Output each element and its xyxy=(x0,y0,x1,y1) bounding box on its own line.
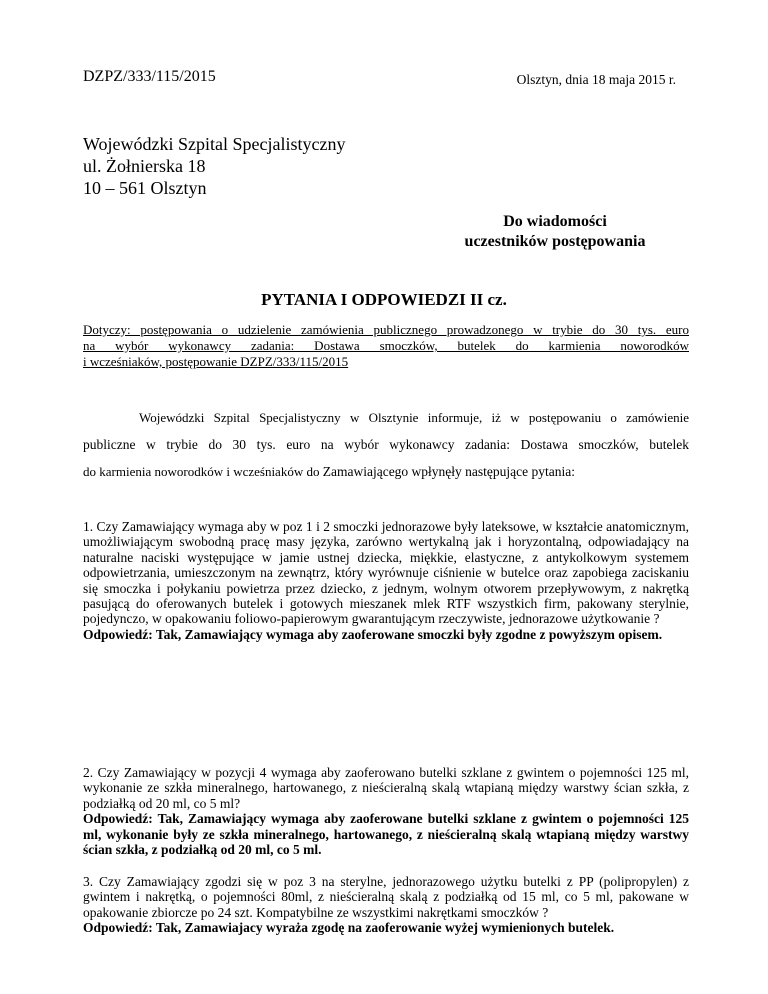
question-1-text: 1. Czy Zamawiający wymaga aby w poz 1 i 2 smoczki jednorazowe były lateksowe, w kształcie anatomicznym, umożliwiającym swobodną pracę masy języka, zarówno wertykalną jak i horyzontalną, odpowiadający na naturalne naciski występujące w jamie ustnej dziecka, miękkie, elastyczne, z antykolkowym systemem odpowietrzania, umieszczonym na zewnątrz, który wyrównuje ciśnienie w butelce oraz zapobiega zaciskaniu się smoczka i połykaniu powietrza przez dziecko, z jednym, wolnym otworem przepływowym, z nakrętką pasującą do oferowanych butelek i gotowych mieszanek mlek RTF wszystkich firm, pakowany sterylnie, pojedynczo, w opakowaniu foliowo-papierowym gwarantującym rzeczywiste, jednorazowe użytkowanie ? xyxy=(83,519,689,627)
intro-line-3b: Zamawiającego wpłynęły następujące pytania: xyxy=(322,464,576,479)
subject-line-3: i wcześniaków, postępowanie DZPZ/333/115/2015 xyxy=(83,354,349,369)
answer-1-text: Odpowiedź: Tak, Zamawiający wymaga aby zaoferowane smoczki były zgodne z powyższym opisem. xyxy=(83,626,663,642)
question-1-block xyxy=(83,519,689,642)
addressee-name: Wojewódzki Szpital Specjalistyczny xyxy=(83,134,346,154)
document-title: PYTANIA I ODPOWIEDZI II cz. xyxy=(261,290,507,309)
answer-3-text: Odpowiedź: Tak, Zamawiajacy wyraża zgodę na zaoferowanie wyżej wymienionych butelek. xyxy=(83,920,615,936)
question-3-text: 3. Czy Zamawiający zgodzi się w poz 3 na sterylne, jednorazowego użytku butelki z PP (polipropylen) z gwintem i nakrętką, o pojemności 80ml, z nieścieralną skalą z podziałką od 15 ml, co 5 ml, pakowane w opakowanie zbiorcze po 24 szt. Kompatybilne ze wszystkimi nakrętkami smoczków ? xyxy=(83,874,689,920)
notice-line-2: uczestników postępowania xyxy=(464,233,646,250)
intro-line-1: Wojewódzki Szpital Specjalistyczny w Olsztynie informuje, iż w postępowaniu o zamówienie xyxy=(139,410,689,425)
intro-line-2: publiczne w trybie do 30 tys. euro na wybór wykonawcy zadania: Dostawa smoczków, butelek xyxy=(83,437,689,452)
reference-number: DZPZ/333/115/2015 xyxy=(83,68,216,85)
addressee-street: ul. Żołnierska 18 xyxy=(83,156,206,176)
intro-line-3 xyxy=(83,458,689,485)
question-3-block xyxy=(83,874,689,936)
subject-line-2: na wybór wykonawcy zadania: Dostawa smoczków, butelek do karmienia noworodków xyxy=(83,338,689,353)
answer-2-text: Odpowiedź: Tak, Zamawiający wymaga aby zaoferowane butelki szklane z gwintem o pojemności 125 ml, wykonanie były ze szkła mineralnego, hartowanego, z nieścieralną skalą wtapianą między warstwy ścian szkła, z podziałką od 20 ml, co 5 ml. xyxy=(83,811,689,858)
notice-block xyxy=(420,212,690,252)
intro-line-3a: do karmienia noworodków i wcześniaków do xyxy=(83,464,320,479)
question-2-block xyxy=(83,765,689,857)
notice-line-1: Do wiadomości xyxy=(503,213,607,230)
place-and-date: Olsztyn, dnia 18 maja 2015 r. xyxy=(516,72,676,87)
subject-line-1: Dotyczy: postępowania o udzielenie zamówienia publicznego prowadzonego w trybie do 30 tys. euro xyxy=(83,322,689,337)
question-2-text: 2. Czy Zamawiający w pozycji 4 wymaga aby zaoferowano butelki szklane z gwintem o pojemności 125 ml, wykonanie ze szkła mineralnego, hartowanego, z nieścieralną skalą wtapianą między warstwy ścian szkła, z podziałką od 20 ml, co 5 ml? xyxy=(83,765,689,811)
addressee-block xyxy=(83,133,346,199)
addressee-city: 10 – 561 Olsztyn xyxy=(83,178,207,198)
subject-block xyxy=(83,322,689,370)
intro-paragraph xyxy=(83,404,689,485)
